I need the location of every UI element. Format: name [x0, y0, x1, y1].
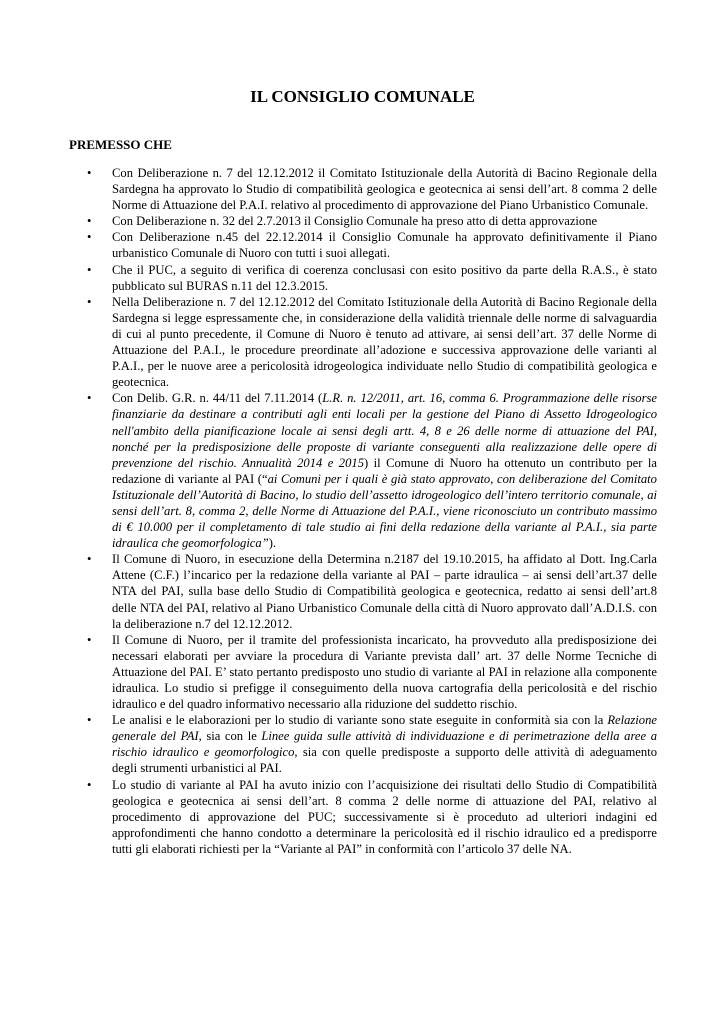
italic-text-segment: Relazione generale del PAI: [112, 713, 657, 744]
section-heading: PREMESSO CHE: [69, 137, 172, 152]
list-item: [69, 165, 657, 213]
premesse-list: [69, 165, 657, 857]
list-item: [69, 632, 657, 712]
text-segment: Il Comune di Nuoro, in esecuzione della Determina n.2187 del 19.10.2015, ha affidato al Dott. Ing.Carla Attene (C.F.) l’incarico per la redazione della variante al PAI – parte idraulica – ai sensi dell’art.37 delle NTA del PAI, sulla base dello Studio di Compatibilità geologica e geotecnica, redatto ai sensi dell’art.8 delle NTA del PAI, relativo al Piano Urbanistico Comunale della città di Nuoro approvato dall’A.D.I.S. con la deliberazione n.7 del 12.12.2012.: [112, 552, 657, 631]
list-item: [69, 551, 657, 631]
italic-text-segment: L.R. n. 12/2011, art. 16, comma 6. Programmazione delle risorse finanziarie da destinare a contributi agli enti locali per la gestione del Piano di Assetto Idrogeologico nell'ambito della pianificazione locale ai sensi degli artt. 4, 8 e 26 delle norme di attuazione del PAI, nonché per la predisposizione delle proposte di variante conseguenti alla realizzazione delle opere di prevenzione del rischio. Annualità 2014 e 2015: [112, 391, 657, 470]
list-item: [69, 262, 657, 294]
text-segment: ) il Comune di Nuoro ha ottenuto un contributo per la redazione di variante al PAI (“: [112, 455, 658, 486]
text-segment: Che il PUC, a seguito di verifica di coerenza conclusasi con esito positivo da parte della R.A.S., è stato pubblicato sul BURAS n.11 del 12.3.2015.: [112, 262, 657, 293]
list-item: [69, 294, 657, 391]
italic-text-segment: Linee guida sulle attività di individuazione e di perimetrazione della aree a rischio idraulico e geomorfologico: [112, 729, 657, 760]
text-segment: Nella Deliberazione n. 7 del 12.12.2012 del Comitato Istituzionale della Autorità di Bacino Regionale della Sardegna si legge espressamente che, in considerazione della validità triennale delle norme di salvaguardia di cui al punto precedente, il Comune di Nuoro è tenuto ad attivare, ai sensi dell’art. 37 delle Norme di Attuazione del P.A.I., le procedure preordinate all’adozione e successiva approvazione delle varianti al P.A.I., per le nuove aree a pericolosità idrogeologica individuate nello Studio di compatibilità geologica e geotecnica.: [112, 294, 657, 390]
list-item: [69, 777, 657, 857]
text-segment: Il Comune di Nuoro, per il tramite del professionista incaricato, ha provveduto alla predisposizione dei necessari elaborati per avviare la procedura di Variante prevista dall’ art. 37 delle Norme Tecniche di Attuazione del PAI. E’ stato pertanto predisposto uno studio di variante al PAI in relazione alla componente idraulica. Lo studio si prefigge il conseguimento della nuova cartografia della pericolosità e del rischio idraulico e del quadro informativo necessario alla riduzione del suddetto rischio.: [112, 632, 657, 712]
list-item: [69, 712, 657, 776]
italic-text-segment: ai Comuni per i quali è già stato approvato, con deliberazione del Comitato Istituzionale dell’Autorità di Bacino, lo studio dell’assetto idrogeologico dell’intero territorio comunale, ai sensi dell’art. 8, comma 2, delle Norme di Attuazione del P.A.I., viene riconosciuto un contributo massimo di € 10.000 per il completamento di tale studio ai fini della redazione della variante al P.A.I., sia parte idraulica che geomorfologica”: [112, 471, 657, 551]
text-segment: , sia con le: [198, 729, 262, 744]
text-segment: Con Delib. G.R. n. 44/11 del 7.11.2014 (: [112, 391, 323, 406]
text-segment: Con Deliberazione n. 32 del 2.7.2013 il Consiglio Comunale ha preso atto di detta approvazione: [112, 214, 598, 229]
text-segment: Le analisi e le elaborazioni per lo studio di variante sono state eseguite in conformità sia con la: [112, 713, 608, 728]
text-segment: Lo studio di variante al PAI ha avuto inizio con l’acquisizione dei risultati dello Studio di Compatibilità geologica e geotecnica ai sensi dell’art. 8 comma 2 delle norme di attuazione del PAI, relativo al procedimento di approvazione del PUC; successivamente si è proceduto ad ulteriori indagini ed approfondimenti che hanno condotto a determinare la pericolosità ed il rischio idraulico ed a predisporre tutti gli elaborati richiesti per la “Variante al PAI” in conformità con l’articolo 37 delle NA.: [112, 777, 657, 856]
text-segment: , sia con quelle predisposte a supporto delle attività di adeguamento degli strumenti urbanistici al PAI.: [112, 745, 657, 776]
text-segment: ).: [268, 536, 277, 551]
text-segment: Con Deliberazione n.45 del 22.12.2014 il Consiglio Comunale ha approvato definitivamente il Piano urbanistico Comunale di Nuoro con tutti i suoi allegati.: [112, 230, 657, 261]
list-item: [69, 229, 657, 261]
document-title: IL CONSIGLIO COMUNALE: [250, 87, 475, 106]
list-item: [69, 390, 657, 551]
list-item: [69, 213, 657, 229]
text-segment: Con Deliberazione n. 7 del 12.12.2012 il Comitato Istituzionale della Autorità di Bacino Regionale della Sardegna ha approvato lo Studio di compatibilità geologica e geotecnica ai sensi dell’art. 8 comma 2 delle Norme di Attuazione del P.A.I. relativo al procedimento di approvazione del Piano Urbanistico Comunale.: [112, 166, 657, 213]
